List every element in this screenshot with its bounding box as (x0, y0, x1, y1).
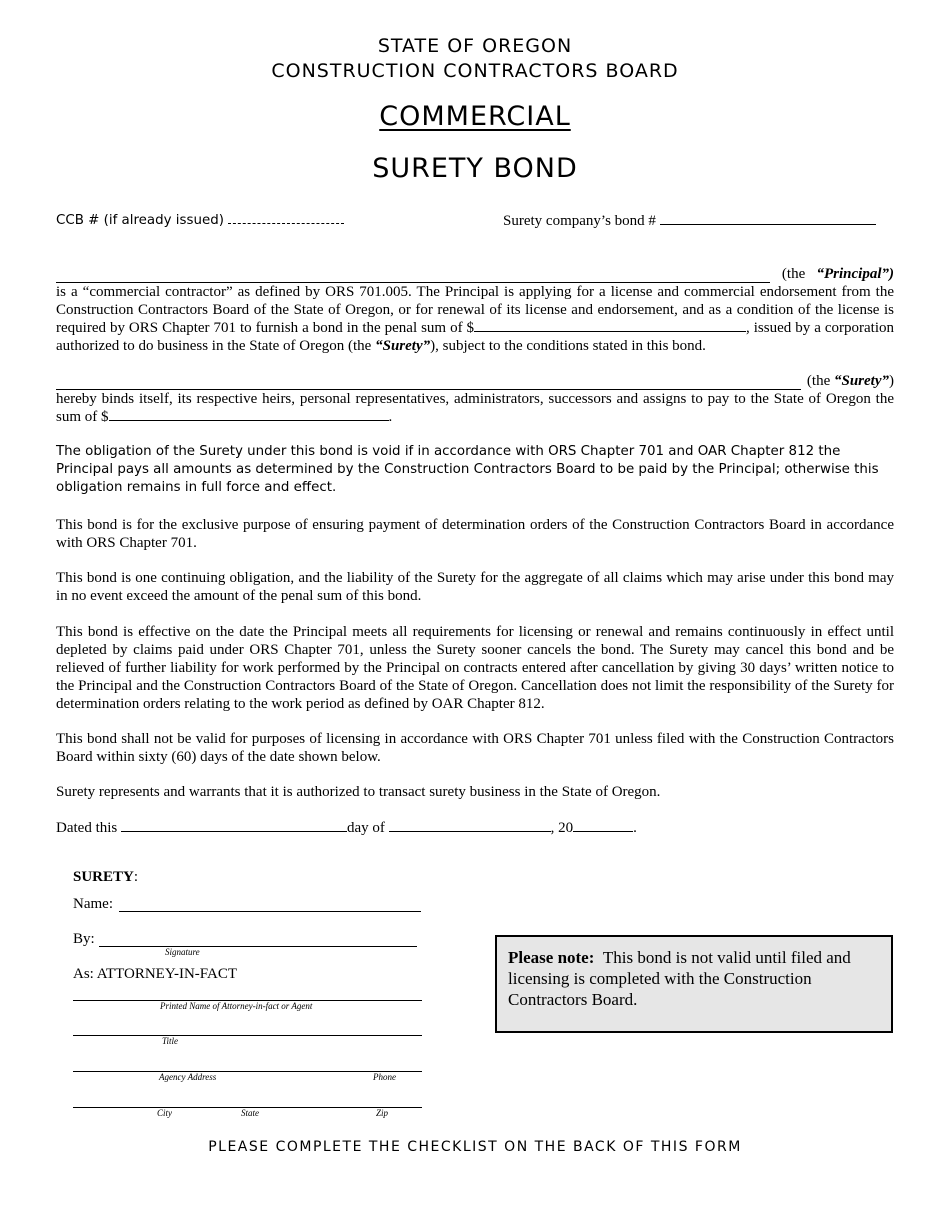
validity-paragraph: This bond shall not be valid for purposes of licensing in accordance with ORS Chapter 701 unless filed with the Construction Contractors Board within sixty (60) days of the date shown below. (56, 731, 894, 765)
header-bond-type (0, 100, 950, 134)
penal-sum-line[interactable] (474, 319, 746, 332)
ccb-label: CCB # (if already issued) (56, 213, 224, 228)
sum-line[interactable] (109, 408, 389, 421)
please-note-box (495, 935, 893, 1033)
purpose-paragraph: This bond is for the exclusive purpose of ensuring payment of determination orders of the Construction Contractors Board in accordance with ORS Chapter 701. (56, 517, 894, 551)
title-field[interactable] (73, 1035, 422, 1036)
obligation-paragraph: The obligation of the Surety under this bond is void if in accordance with ORS Chapter 701 and OAR Chapter 812 the Principal pays all amounts as determined by the Construction Contractors Board to be paid by the Principal; otherwise this obligation remains in full force and effect. (56, 444, 879, 495)
principal-paragraph (56, 265, 894, 355)
header-board: CONSTRUCTION CONTRACTORS BOARD (271, 60, 679, 82)
continuing-obligation-paragraph: This bond is one continuing obligation, and the liability of the Surety for the aggregate of all claims which may arise under this bond may in no event exceed the amount of the penal sum of this bond. (56, 570, 894, 604)
surety-name-line[interactable] (56, 377, 801, 390)
principal-text: is a “commercial contractor” as defined by ORS 701.005. The Principal is applying for a license and commercial endorsement from the Construction Contractors Board of the State of Oregon, or for renewal of its license and endorsement, and as a condition of the license is required by ORS Chapter 701 to furnish a bond in the penal sum of $ (56, 284, 894, 336)
year-prefix: , 20 (550, 820, 574, 836)
by-label: By: (73, 931, 95, 947)
checklist-footer: PLEASE COMPLETE THE CHECKLIST ON THE BACK OF THIS FORM (208, 1139, 742, 1155)
surety-bond-number-line[interactable] (660, 212, 876, 225)
surety-colon: : (133, 869, 139, 885)
principal-text-3: ), subject to the conditions stated in this bond. (430, 338, 706, 354)
please-note-text: This bond is not valid until filed and licensing is completed with the Construction Contractors Board. (508, 948, 851, 1009)
surety-tag-close: ) (889, 373, 894, 389)
ccb-number-line[interactable] (228, 211, 344, 224)
agency-address-caption: Agency Address (159, 1072, 217, 1082)
dated-line (56, 819, 637, 837)
day-of-label: day of (347, 820, 385, 836)
dated-day-line[interactable] (121, 819, 347, 832)
dated-this-label: Dated this (56, 820, 118, 836)
dated-year-line[interactable] (573, 819, 633, 832)
title-caption: Title (162, 1036, 179, 1046)
surety-binds-text: hereby binds itself, its respective heirs, personal representatives, administrators, successors and assigns to pay to the State of Oregon the sum of $ (56, 391, 894, 425)
warrant-paragraph: Surety represents and warrants that it is authorized to transact surety business in the State of Oregon. (56, 784, 661, 800)
dated-end: . (633, 820, 637, 836)
surety-tag: “Surety” (833, 373, 889, 389)
agency-address-field[interactable] (73, 1071, 422, 1072)
zip-caption: Zip (376, 1108, 389, 1118)
dated-month-line[interactable] (389, 819, 551, 832)
surety-bond-label: Surety company’s bond # (503, 213, 656, 229)
page-title: SURETY BOND (372, 153, 578, 184)
as-attorney-label: As: ATTORNEY-IN-FACT (73, 966, 238, 982)
principal-tag: “Principal”) (816, 266, 894, 282)
ccb-number-field[interactable] (56, 211, 344, 228)
surety-bond-number-field[interactable] (503, 212, 876, 230)
surety-name-field[interactable] (119, 911, 421, 912)
surety-label: SURETY (73, 869, 134, 885)
phone-caption: Phone (373, 1072, 396, 1082)
state-caption: State (241, 1108, 259, 1118)
principal-text-2: , issued by a corporation authorized to do business in the State of Oregon (the (56, 320, 894, 354)
surety-signature-heading (73, 869, 138, 886)
principal-name-line[interactable] (56, 270, 770, 283)
signature-caption: Signature (165, 947, 200, 957)
header-state: STATE OF OREGON (377, 35, 573, 57)
surety-paragraph (56, 372, 894, 426)
please-note-label: Please note: (508, 948, 595, 967)
name-label: Name: (73, 896, 113, 912)
surety-term: “Surety” (375, 338, 431, 354)
surety-tag-prefix: (the (806, 373, 831, 389)
printed-name-caption: Printed Name of Attorney-in-fact or Agent (160, 1001, 313, 1011)
effective-paragraph: This bond is effective on the date the Principal meets all requirements for licensing or renewal and remains continuously in effect until depleted by claims paid under ORS Chapter 701, unless the Surety sooner cancels the bond. The Surety may cancel this bond and be relieved of further liability for work performed by the Principal on contracts entered after cancellation by giving 30 days’ written notice to the Principal and the Construction Contractors Board of the State of Oregon. Cancellation does not limit the responsibility of the Surety for determination orders relating to the work period as defined by OAR Chapter 812. (56, 624, 894, 712)
principal-tag-prefix: (the (781, 266, 806, 282)
surety-binds-end: . (388, 409, 393, 425)
city-caption: City (157, 1108, 172, 1118)
commercial-label: COMMERCIAL (379, 101, 571, 132)
signature-field[interactable] (99, 946, 417, 947)
